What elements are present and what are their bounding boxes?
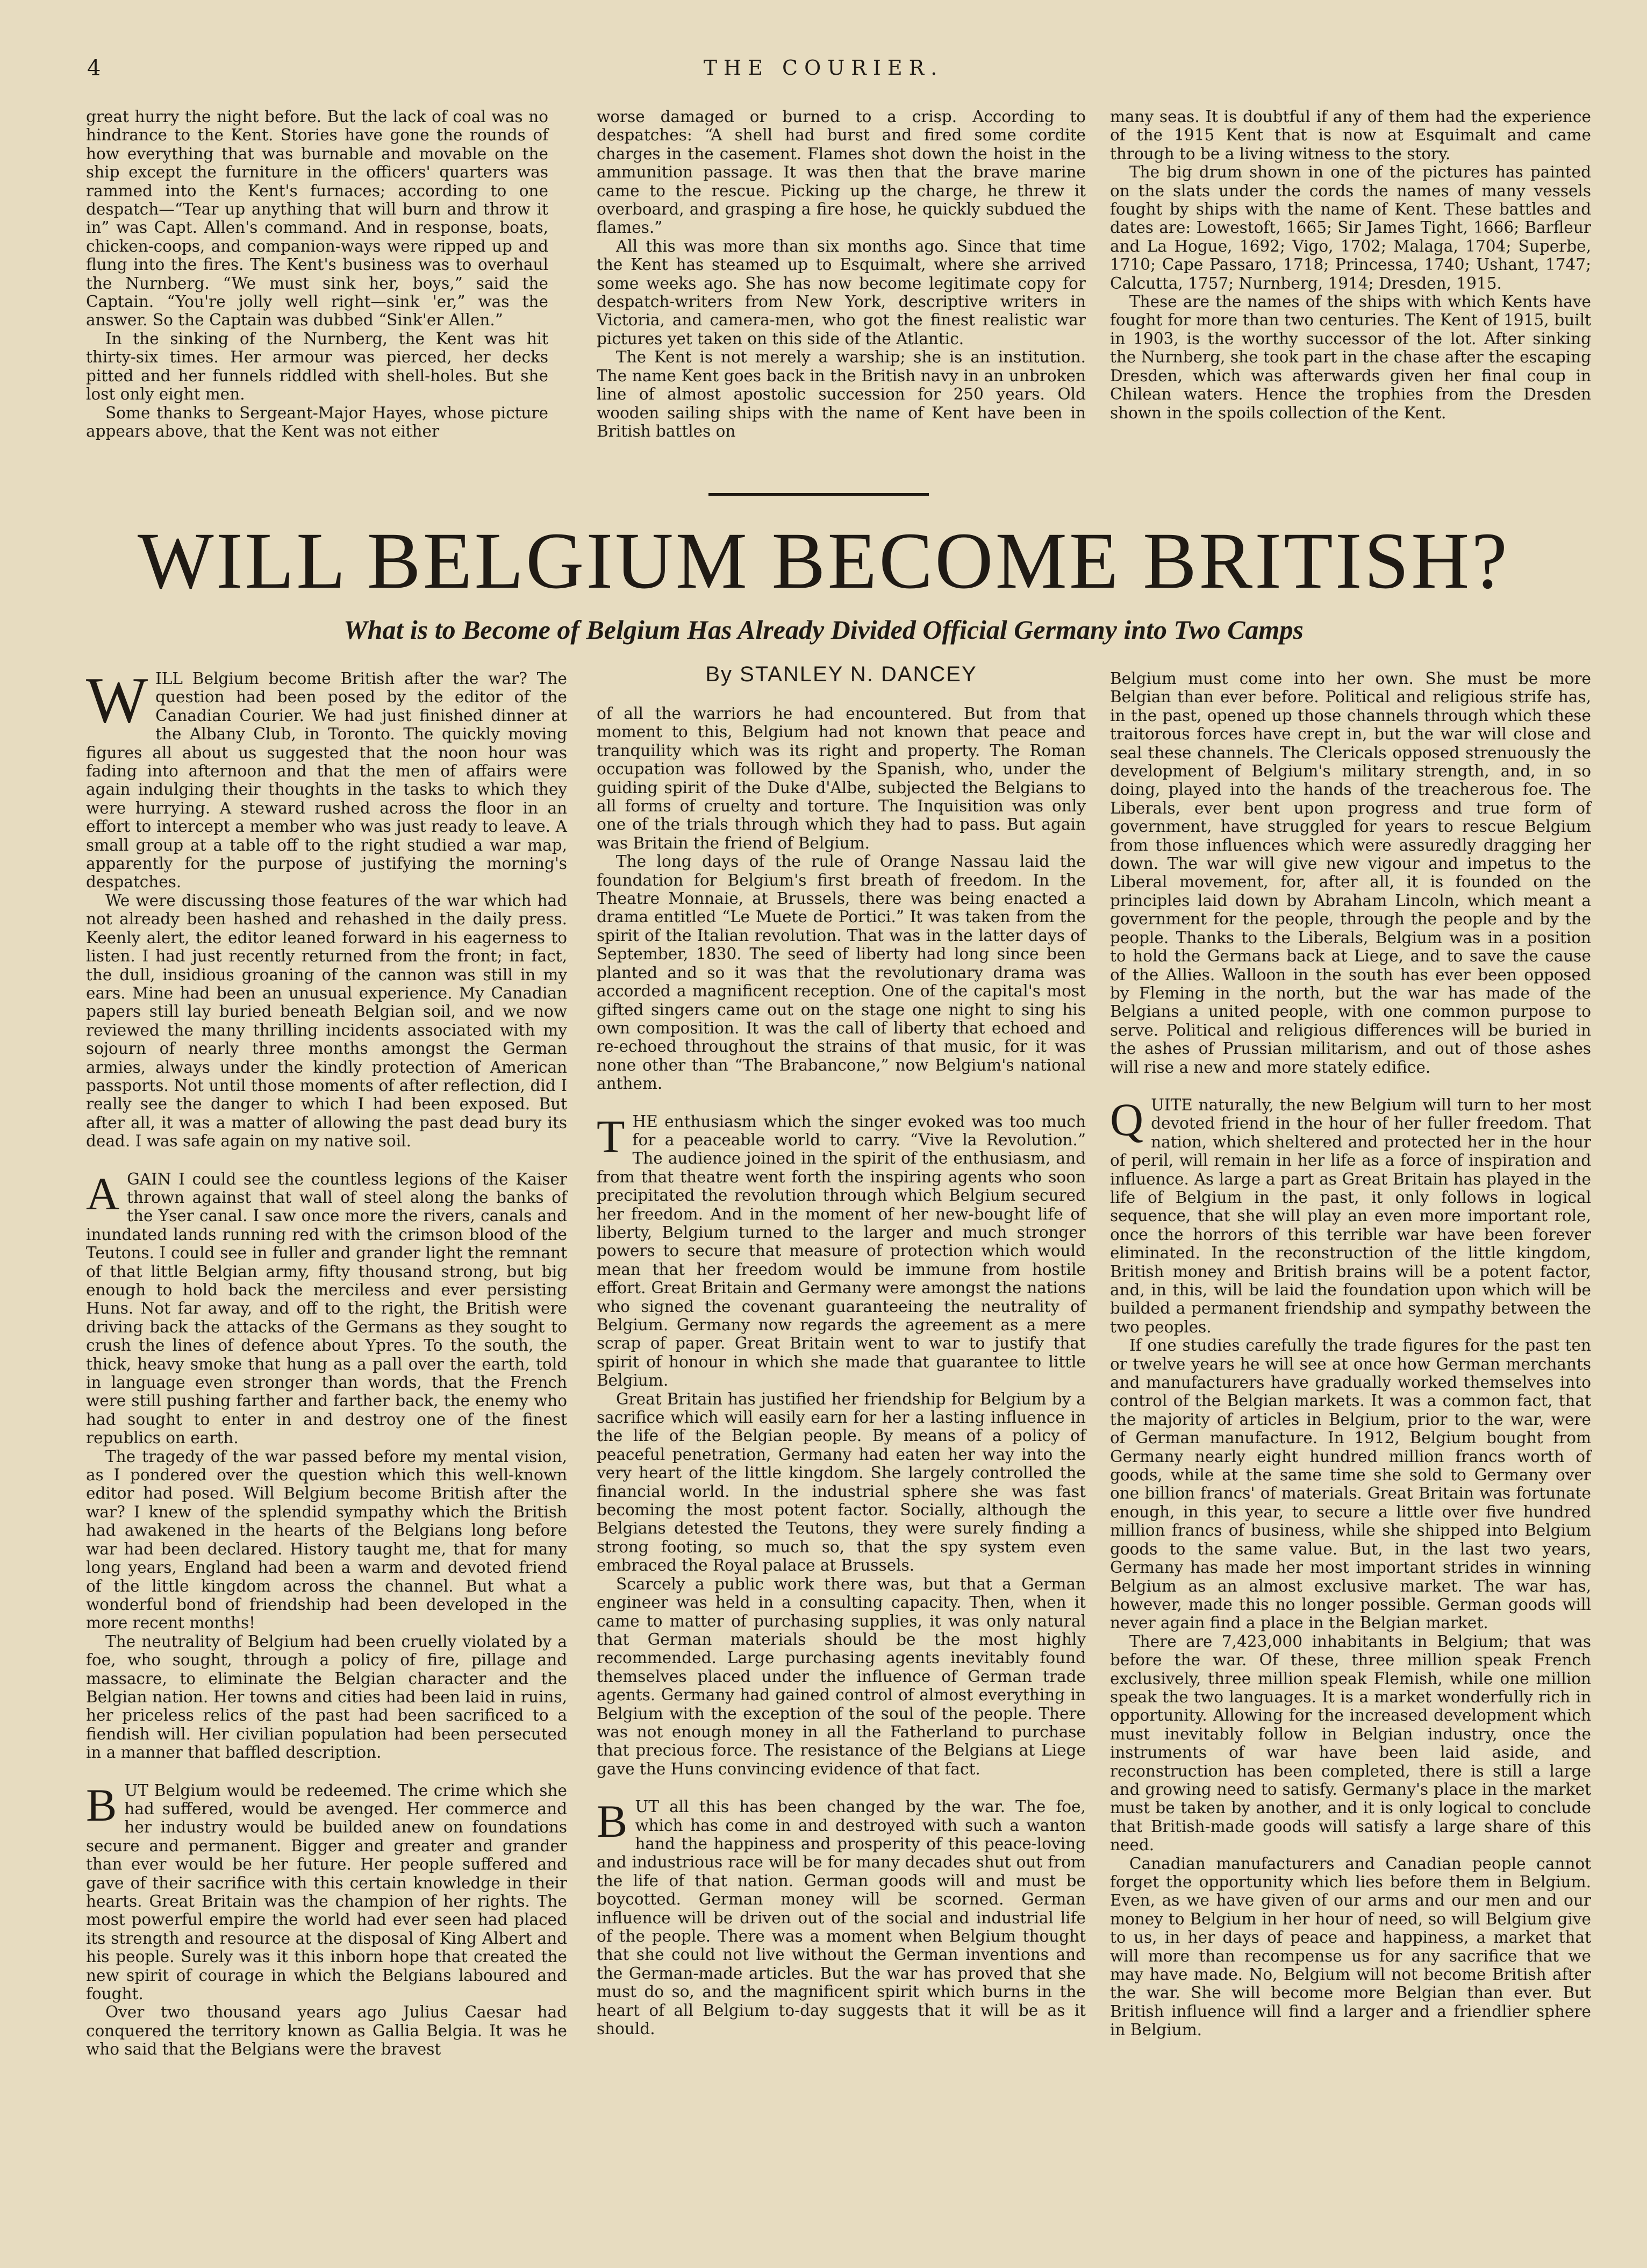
paragraph: There are 7,423,000 inhabitants in Belgium; that was before the war. Of these, three million speak French exclusively, three million speak Flemish, while one million speak the two languages. It is a market wonderfully rich in opportunity. Allowing for the increased development which must inevitably follow in Belgian industry, once the instruments of war have been laid aside, and reconstruction has been completed, there is still a large and growing need to satisfy. Germany's place in the market must be taken by another, and it is only logical to conclude that British-made goods will satisfy a large share of this need. <box>1110 1632 1591 1855</box>
article-headline: WILL BELGIUM BECOME BRITISH? <box>138 516 1509 605</box>
paragraph: If one studies carefully the trade figures for the past ten or twelve years he will see at once how German merchants and manufacturers have gradually worked themselves into control of the Belgian markets. It was a common fact, that the majority of articles in Belgium, prior to the war, were of German manufacture. In 1912, Belgium bought from Germany nearly eight hundred million francs worth of goods, while at the same time she sold to Germany over one billion francs' of materials. Great Britain was fortunate enough, in this year, to secure a little over five hundred million francs of business, while she shipped into Belgium goods to the same value. But, in the last two years, Germany has made her most important strides in winning Belgium as an almost exclusive market. The war has, however, made this no longer possible. German goods will never again find a place in the Belgian market. <box>1110 1336 1591 1632</box>
paragraph: great hurry the night before. But the lack of coal was no hindrance to the Kent. Stories have gone the rounds of how everything that was burnable and movable on the ship except the furniture in the officers' quarters was rammed into the Kent's furnaces; according to one despatch—“Tear up anything that will burn and throw it in” was Capt. Allen's command. And in response, boats, chicken-coops, and companion-ways were ripped up and flung into the fires. The Kent's business was to overhaul the Nurnberg. “We must sink her, boys,” said the Captain. “You're jolly well right—sink 'er,” was the answer. So the Captain was dubbed “Sink'er Allen.” <box>86 108 548 330</box>
paragraph: Belgium must come into her own. She must be more Belgian than ever before. Political and religious strife has, in the past, opened up those channels through which these traitorous forces have crept in, but the war will close and seal these channels. The Clericals opposed strenuously the development of Belgium's military strength, and, in so doing, played into the hands of the treacherous foe. The Liberals, ever bent upon progress and true form of government, have struggled for years to rescue Belgium from those influences which were assuredly dragging her down. The war will give new vigour and impetus to the Liberal movement, for, after all, it is founded on the principles laid down by Abraham Lincoln, which meant a government for the people, through the people and by the people. Thanks to the Liberals, Belgium was in a position to hold the Germans back at Liege, and to save the cause of the Allies. Walloon in the south has ever been opposed by Fleming in the north, but the war has made of the Belgians a united people, with one common purpose to serve. Political and religious differences will be buried in the ashes of Prussian militarism, and out of those ashes will rise a new and more stately edifice. <box>1110 669 1591 1076</box>
page-number: 4 <box>87 56 101 81</box>
paragraph <box>597 1795 1086 2038</box>
paragraph <box>1110 1093 1591 1336</box>
paragraph <box>86 1781 567 2003</box>
drop-cap: Q <box>1110 1093 1144 1145</box>
top-story-column-3 <box>1110 108 1591 422</box>
paragraph: Some thanks to Sergeant-Major Hayes, whose picture appears above, that the Kent was not either <box>86 403 548 440</box>
paragraph-text: HE enthusiasm which the singer evoked was too much for a peaceable world to carry. “Vive la Revolution.” The audience joined in the spirit of the enthusiasm, and from that theatre went forth the inspiring agents who soon precipitated the revolution through which Belgium secured her freedom. And in the moment of her new-bought life of liberty, Belgium turned to the larger and much stronger powers to secure that measure of protection which would mean that her freedom would be immune from hostile effort. Great Britain and Germany were amongst the nations who signed the covenant guaranteeing the neutrality of Belgium. Germany now regards the agreement as a mere scrap of paper. Great Britain went to war to justify that spirit of honour in which she made that guarantee to little Belgium. <box>597 1112 1086 1390</box>
paragraph-text: UITE naturally, the new Belgium will turn to her most devoted friend in the hour of her fuller freedom. That nation, which sheltered and protected her in the hour of peril, will remain in her life as a force of inspiration and influence. As large a part as Great Britain has played in the life of Belgium in the past, it only follows in logical sequence, that she will play an even more important role, once the horrors of this terrible war have been forever eliminated. In the reconstruction of the little kingdom, British money and British brains will be a potent factor, and, in this, will be laid the foundation upon which will be builded a permanent friendship and sympathy between the two peoples. <box>1110 1095 1591 1336</box>
paragraph: The tragedy of the war passed before my mental vision, as I pondered over the question which this well-known editor had posed. Will Belgium become British after the war? I knew of the splendid sympathy which the British had awakened in the hearts of the Belgians long before war had been declared. History taught me, that for many long years, England had been a warm and devoted friend of the little kingdom across the channel. But what a wonderful bond of friendship had been developed in the more recent months! <box>86 1447 567 1632</box>
paragraph: Great Britain has justified her friendship for Belgium by a sacrifice which will easily earn for her a lasting influence in the life of the Belgian people. By means of a policy of peaceful penetration, Germany had eaten her way into the very heart of the little kingdom. She largely controlled the financial world. In the industrial sphere she was fast becoming the most potent factor. Socially, although the Belgians detested the Teutons, they were surely finding a strong footing, so much so, that the spy system even embraced the Royal palace at Brussels. <box>597 1389 1086 1575</box>
paragraph: The Kent is not merely a warship; she is an institution. The name Kent goes back in the British navy in an unbroken line of almost apostolic succession for 250 years. Old wooden sailing ships with the name of Kent have been in British battles on <box>597 348 1086 440</box>
paragraph-text: UT Belgium would be redeemed. The crime which she had suffered, would be avenged. Her commerce and her industry would be builded anew on foundations secure and permanent. Bigger and greater and grander than ever would be her future. Her people suffered and gave of their sacrifice with this certain knowledge in their hearts. Great Britain was the champion of her rights. The most powerful empire the world had ever seen had placed its strength and resource at the disposal of King Albert and his people. Surely was it this inborn hope that created the new spirit of courage in which the Belgians laboured and fought. <box>86 1781 567 2003</box>
top-story-column-2 <box>597 108 1086 440</box>
drop-cap: T <box>597 1110 625 1162</box>
newspaper-title: THE COURIER. <box>703 56 944 80</box>
paragraph: of all the warriors he had encountered. But from that moment to this, Belgium had not known that peace and tranquility which was its right and property. The Roman occupation was followed by the Spanish, who, under the guiding spirit of the Duke d'Albe, subjected the Belgians to all forms of cruelty and torture. The Inquisition was only one of the trials through which they had to pass. But again was Britain the friend of Belgium. <box>597 704 1086 852</box>
paragraph <box>597 1112 1086 1390</box>
drop-cap: B <box>86 1779 117 1831</box>
paragraph: These are the names of the ships with which Kents have fought for more than two centuries. The Kent of 1915, built in 1903, is the worthy successor of the lot. After sinking the Nurnberg, she took part in the chase after the escaping Dresden, which was afterwards given her final coup in Chilean waters. Hence the trophies from the Dresden shown in the spoils collection of the Kent. <box>1110 293 1591 422</box>
article-column-2 <box>597 704 1086 2038</box>
paragraph-text: ILL Belgium become British after the war? The question had been posed by the editor of the Canadian Courier. We had just finished dinner at the Albany Club, in Toronto. The quickly moving figures all about us suggested that the noon hour was fading into afternoon and that the men of affairs were again indulging their thoughts in the tasks to which they were hurrying. A steward rushed across the floor in an effort to intercept a member who was just ready to leave. A small group at a table off to the right studied a war map, apparently for the purpose of justifying the morning's despatches. <box>86 669 567 891</box>
paragraph: Over two thousand years ago Julius Caesar had conquered the territory known as Gallia Belgia. It was he who said that the Belgians were the bravest <box>86 2003 567 2059</box>
paragraph: Scarcely a public work there was, but that a German engineer was held in a consulting capacity. Then, when it came to matter of purchasing supplies, it was only natural that German materials should be the most highly recommended. Large purchasing agents inevitably found themselves placed under the influence of German trade agents. Germany had gained control of almost everything in Belgium with the exception of the soul of the people. There was not enough money in all the Fatherland to purchase that precious force. The resistance of the Belgians at Liege gave the Huns convincing evidence of that fact. <box>597 1574 1086 1778</box>
drop-cap: A <box>86 1167 120 1219</box>
paragraph <box>86 1167 567 1447</box>
paragraph: We were discussing those features of the war which had not already been hashed and rehashed in the daily press. Keenly alert, the editor leaned forward in his eagerness to listen. I had just recently returned from the front; in fact, the dull, insidious groaning of the cannon was still in my ears. Mine had been an unusual experience. My Canadian papers still lay buried beneath Belgian soil, and we now reviewed the many thrilling incidents associated with my sojourn of nearly three months amongst the German armies, always under the kindly protection of American passports. Not until those moments of after reflection, did I really see the danger to which I had been exposed. But after all, it was a matter of allowing the past dead bury its dead. I was safe again on my native soil. <box>86 891 567 1151</box>
paragraph: Canadian manufacturers and Canadian people cannot forget the opportunity which lies before them in Belgium. Even, as we have given of our arms and our men and our money to Belgium in her hour of need, so will Belgium give to us, in her days of peace and happiness, a market that will more than recompense us for any sacrifice that we may have made. No, Belgium will not become British after the war. She will become more Belgian than ever. But British influence will find a larger and a friendlier sphere in Belgium. <box>1110 1854 1591 2039</box>
paragraph: many seas. It is doubtful if any of them had the experience of the 1915 Kent that is now at Esquimalt and came through to be a living witness to the story. <box>1110 108 1591 163</box>
top-story-column-1 <box>86 108 548 440</box>
paragraph: worse damaged or burned to a crisp. According to despatches: “A shell had burst and fired some cordite charges in the casement. Flames shot down the hoist in the ammunition passage. It was then that the brave marine came to the rescue. Picking up the charge, he threw it overboard, and grasping a fire hose, he quickly subdued the flames.” <box>597 108 1086 237</box>
paragraph: The big drum shown in one of the pictures has painted on the slats under the cords the names of many vessels fought by ships with the name of Kent. These battles and dates are: Lowestoft, 1665; Sir James Tight, 1666; Barfleur and La Hogue, 1692; Vigo, 1702; Malaga, 1704; Superbe, 1710; Cape Passaro, 1718; Princessa, 1740; Ushant, 1747; Calcutta, 1757; Nurnberg, 1914; Dresden, 1915. <box>1110 163 1591 293</box>
paragraph: In the sinking of the Nurnberg, the Kent was hit thirty-six times. Her armour was pierced, her decks pitted and her funnels riddled with shell-holes. But she lost only eight men. <box>86 329 548 404</box>
article-column-1 <box>86 664 567 2059</box>
section-divider <box>708 493 929 496</box>
article-byline: By STANLEY N. DANCEY <box>705 662 977 686</box>
article-subheadline: What is to Become of Belgium Has Already Divided Official Germany into Two Camps <box>343 615 1304 645</box>
running-head <box>0 56 1647 90</box>
drop-cap: B <box>597 1795 628 1848</box>
paragraph-text: UT all this has been changed by the war. The foe, which has come in and destroyed with such a wanton hand the happiness and prosperity of this peace-loving and industrious race will be for many decades shut out from the life of that nation. German goods will and must be boycotted. German money will be scorned. German influence will be driven out of the social and industrial life of the people. There was a moment when Belgium thought that she could not live without the German inventions and the German-made articles. But the war has proved that she must do so, and the magnificent spirit which burns in the heart of all Belgium to-day suggests that it will be as it should. <box>597 1798 1086 2038</box>
paragraph: All this was more than six months ago. Since that time the Kent has steamed up to Esquimalt, where she arrived some weeks ago. She has now become legitimate copy for despatch-writers from New York, descriptive writers in Victoria, and camera-men, who got the finest realistic war pictures yet taken on this side of the Atlantic. <box>597 237 1086 348</box>
drop-cap: W <box>86 664 148 737</box>
paragraph-text: GAIN I could see the countless legions of the Kaiser thrown against that wall of steel along the banks of the Yser canal. I saw once more the rivers, canals and inundated lands running red with the crimson blood of the Teutons. I could see in fuller and grander light the remnant of that little Belgian army, fifty thousand strong, but big enough to hold back the merciless and ever persisting Huns. Not far away, and off to the right, the British were driving back the attacks of the Germans as they sought to crush the lines of defence about Ypres. To the south, the thick, heavy smoke that hung as a pall over the earth, told in language even stronger than words, that the French were still pushing farther and farther back, the enemy who had sought to enter in and destroy one of the finest republics on earth. <box>86 1169 567 1447</box>
paragraph: The long days of the rule of Orange Nassau laid the foundation for Belgium's first breath of freedom. In the Theatre Monnaie, at Brussels, there was being enacted a drama entitled “Le Muete de Portici.” It was taken from the spirit of the Italian revolution. That was in the latter days of September, 1830. The seed of liberty had long since been planted and so it was that the revolutionary drama was accorded a magnificent reception. One of the capital's most gifted singers came out on the stage one night to sing his own composition. It was the call of liberty that echoed and re-echoed throughout the strains of that music, for it was none other than “The Brabancone,” now Belgium's national anthem. <box>597 852 1086 1093</box>
article-column-3 <box>1110 669 1591 2039</box>
paragraph <box>86 664 567 891</box>
paragraph: The neutrality of Belgium had been cruelly violated by a foe, who sought, through a policy of fire, pillage and massacre, to eliminate the Belgian character and the Belgian nation. Her towns and cities had been laid in ruins, her priceless relics of the past had been sacrificed to a fiendish will. Her civilian population had been persecuted in a manner that baffled description. <box>86 1632 567 1762</box>
